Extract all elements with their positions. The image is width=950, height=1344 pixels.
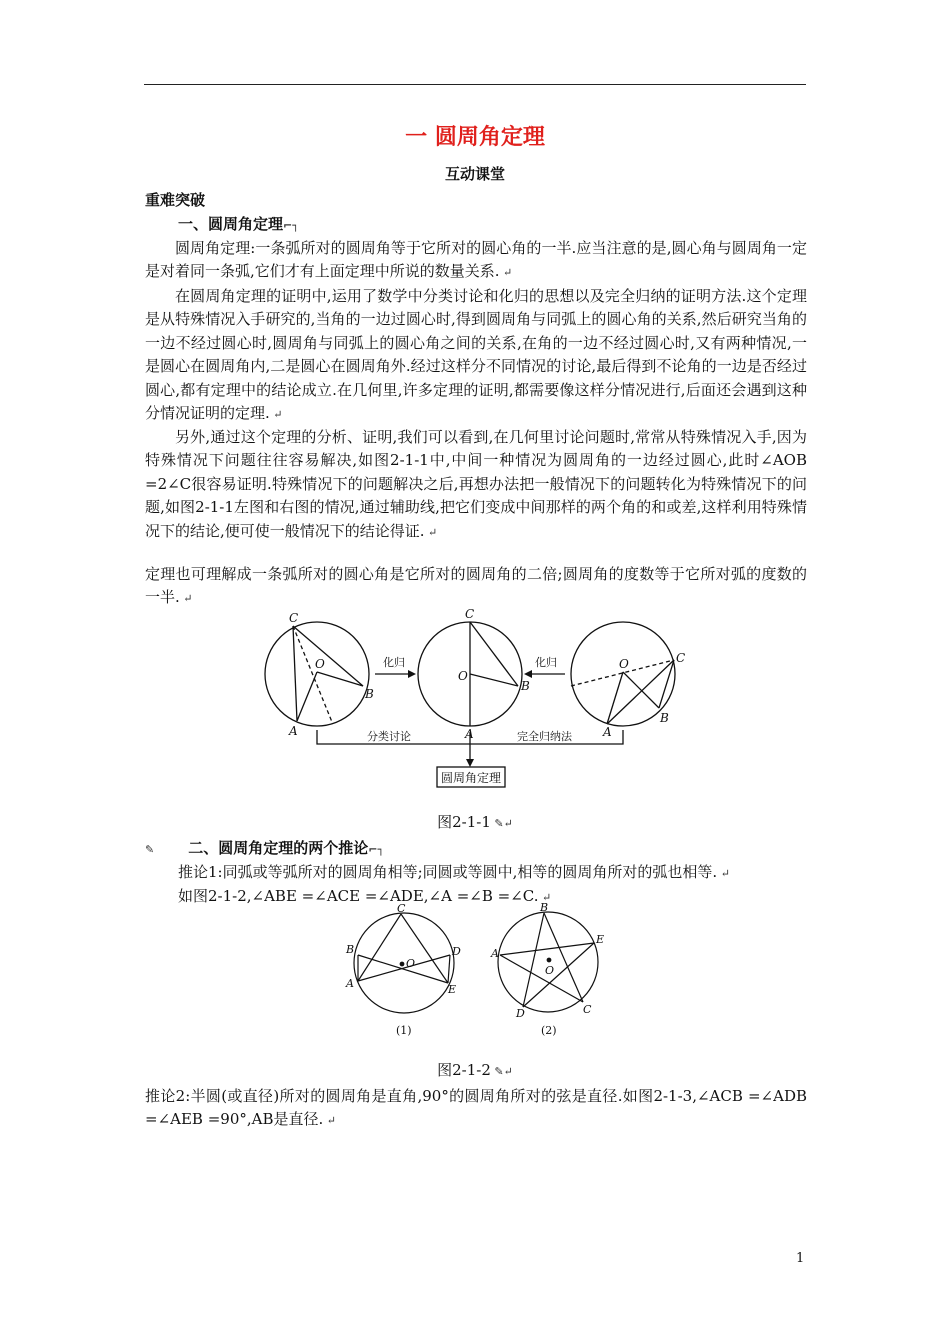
fig2-2-chord-bd (523, 913, 544, 1007)
middle-pt-b: B (521, 679, 530, 693)
return-mark-icon: ↵ (323, 1114, 336, 1128)
paragraph-theorem-text: 圆周角定理:一条弧所对的圆周角等于它所对的圆心角的一半.应当注意的是,圆心角与圆周角一定是对着同一条弧,它们才有上面定理中所说的数量关系. (145, 239, 807, 281)
label-fenlei: 分类讨论 (367, 730, 411, 743)
fig2-2-chord-ae (500, 943, 594, 955)
return-mark-icon: ↵ (717, 867, 730, 880)
paragraph-special-case (145, 426, 807, 544)
middle-pt-o: O (458, 669, 468, 683)
fig2-1-pt-d: D (452, 945, 461, 958)
return-mark-icon: ↵ (179, 592, 193, 606)
paragraph-special-case-text: 另外,通过这个定理的分析、证明,我们可以看到,在几何里讨论问题时,常常从特殊情况入手,因为特殊情况下问题往往容易解决,如图2-1-1中,中间一种情况为圆周角的一边经过圆心,此时∠AOB =2∠C很容易证明.特殊情况下的问题解决之后,再想办法把一般情况下的问题转化为特殊情况下的问题,如图2-1-1左图和右图的情况,通过辅助线,把它们变成中间那样的两个角的和或差,这样利用特殊情况下的结论,便可使一般情况下的结论得证. (145, 428, 807, 540)
paragraph-corollary-2-text: 推论2:半圆(或直径)所对的圆周角是直角,90°的圆周角所对的弦是直径.如图2-1-3,∠ACB =∠ADB =∠AEB =90°,AB是直径. (145, 1087, 807, 1129)
return-mark-icon: ↵ (424, 525, 438, 539)
arrowhead-right (408, 670, 416, 678)
figure-2-1-2-caption-text: 图2-1-2 (437, 1061, 491, 1079)
label-wanquan: 完全归纳法 (517, 730, 572, 743)
fig2-2-pt-b: B (540, 903, 549, 914)
fig2-1-pt-o: O (406, 957, 416, 970)
fig2-2-center-dot (547, 958, 551, 962)
label-huagui-right: 化归 (535, 656, 557, 669)
figure-2-1-1 (255, 604, 700, 794)
fig2-2-chord-ac (500, 955, 583, 1002)
label-huagui-left: 化归 (383, 656, 405, 669)
fig2-1-pt-b: B (346, 943, 355, 956)
right-pt-c: C (676, 651, 686, 665)
fig2-2-pt-d: D (516, 1007, 525, 1020)
paragraph-restatement-text: 定理也可理解成一条弧所对的圆心角是它所对的圆周角的二倍;圆周角的度数等于它所对弧的度数的一半. (145, 565, 807, 607)
figure-2-1-1-caption (0, 811, 950, 832)
right-radius-ob (623, 672, 659, 708)
fig2-sub-1: (1) (396, 1024, 412, 1037)
fig2-2-pt-a: A (491, 947, 499, 960)
subsection-heading-2-text: 二、圆周角定理的两个推论 (188, 839, 369, 857)
pencil-mark-icon: ✎↵ (490, 817, 513, 830)
right-pt-o: O (619, 657, 629, 671)
left-chord-ca (293, 626, 297, 721)
paragraph-corollary-1 (178, 861, 808, 885)
page-title: 一 圆周角定理 (405, 125, 545, 150)
figure-2-1-1-caption-text: 图2-1-1 (437, 813, 491, 831)
fig2-1-center-dot (400, 962, 404, 966)
fig2-2-pt-e: E (596, 933, 605, 946)
pencil-mark-icon: ✎ (145, 843, 155, 856)
section-heading: 重难突破 (145, 191, 206, 209)
fig2-1-pt-a: A (346, 977, 354, 990)
paragraph-corollary-2 (145, 1085, 807, 1133)
figure-2-1-2-caption (0, 1059, 950, 1080)
pencil-mark-icon: ✎↵ (490, 1065, 513, 1078)
right-pt-a: A (603, 725, 612, 739)
return-mark-icon: ↵ (499, 266, 513, 280)
fig2-1-pt-e: E (448, 983, 457, 996)
paragraph-proof-method-text: 在圆周角定理的证明中,运用了数学中分类讨论和化归的思想以及完全归纳的证明方法.这个定理是从特殊情况入手研究的,当角的一边过圆心时,得到圆周角与同弧上的圆心角的关系,然后研究当角的一边不经过圆心时,圆周角与同弧上的圆心角之间的关系,在角的一边不经过圆心时,又有两种情况,一是圆心在圆周角内,二是圆心在圆周角外.经过这样分不同情况的讨论,最后得到不论角的一边是否经过圆心,都有定理中的结论成立.在几何里,许多定理的证明,都需要像这样分情况进行,后面还会遇到这种分情况证明的定理. (145, 287, 807, 423)
page-subtitle: 互动课堂 (444, 165, 505, 183)
figure-2-1-2 (338, 903, 610, 1041)
left-pt-a: A (289, 724, 298, 738)
right-pt-b: B (660, 711, 669, 725)
fig2-2-pt-o: O (545, 964, 555, 977)
header-rule (144, 84, 806, 85)
pencil-mark-icon: ⌐┐ (283, 219, 299, 232)
paragraph-corollary-1-text: 推论1:同弧或等弧所对的圆周角相等;同圆或等圆中,相等的圆周角所对的弧也相等. (178, 863, 718, 881)
middle-pt-a: A (465, 727, 474, 741)
paragraph-figure-2-1-2-note-text: 如图2-1-2,∠ABE =∠ACE =∠ADE,∠A =∠B =∠C. (178, 887, 539, 905)
label-theorem-box: 圆周角定理 (441, 771, 502, 785)
fig2-1-pt-c: C (397, 903, 406, 915)
subsection-heading-1-text: 一、圆周角定理 (178, 215, 284, 233)
arrowhead-down (466, 759, 474, 767)
left-diameter-dashed (293, 626, 332, 722)
middle-pt-c: C (465, 607, 475, 621)
fig2-1-chord-ce (401, 914, 448, 983)
paragraph-theorem (145, 237, 807, 285)
left-radius-ob (317, 672, 363, 686)
paragraph-proof-method (145, 285, 807, 426)
fig2-1-chord-de (448, 955, 450, 983)
subsection-heading-1 (178, 213, 299, 234)
left-chord-cb (293, 626, 363, 686)
left-pt-c: C (289, 611, 299, 625)
left-pt-b: B (365, 687, 374, 701)
left-circle (265, 622, 369, 726)
fig2-2-pt-c: C (583, 1003, 592, 1016)
fig2-sub-2: (2) (541, 1024, 557, 1037)
page-number: 1 (796, 1251, 805, 1266)
pencil-mark-icon: ⌐┐ (368, 843, 385, 856)
subsection-heading-2 (145, 837, 384, 858)
arrowhead-left (524, 670, 532, 678)
return-mark-icon: ↵ (269, 408, 283, 422)
left-pt-o: O (315, 657, 325, 671)
return-mark-icon: ↵ (538, 891, 552, 904)
